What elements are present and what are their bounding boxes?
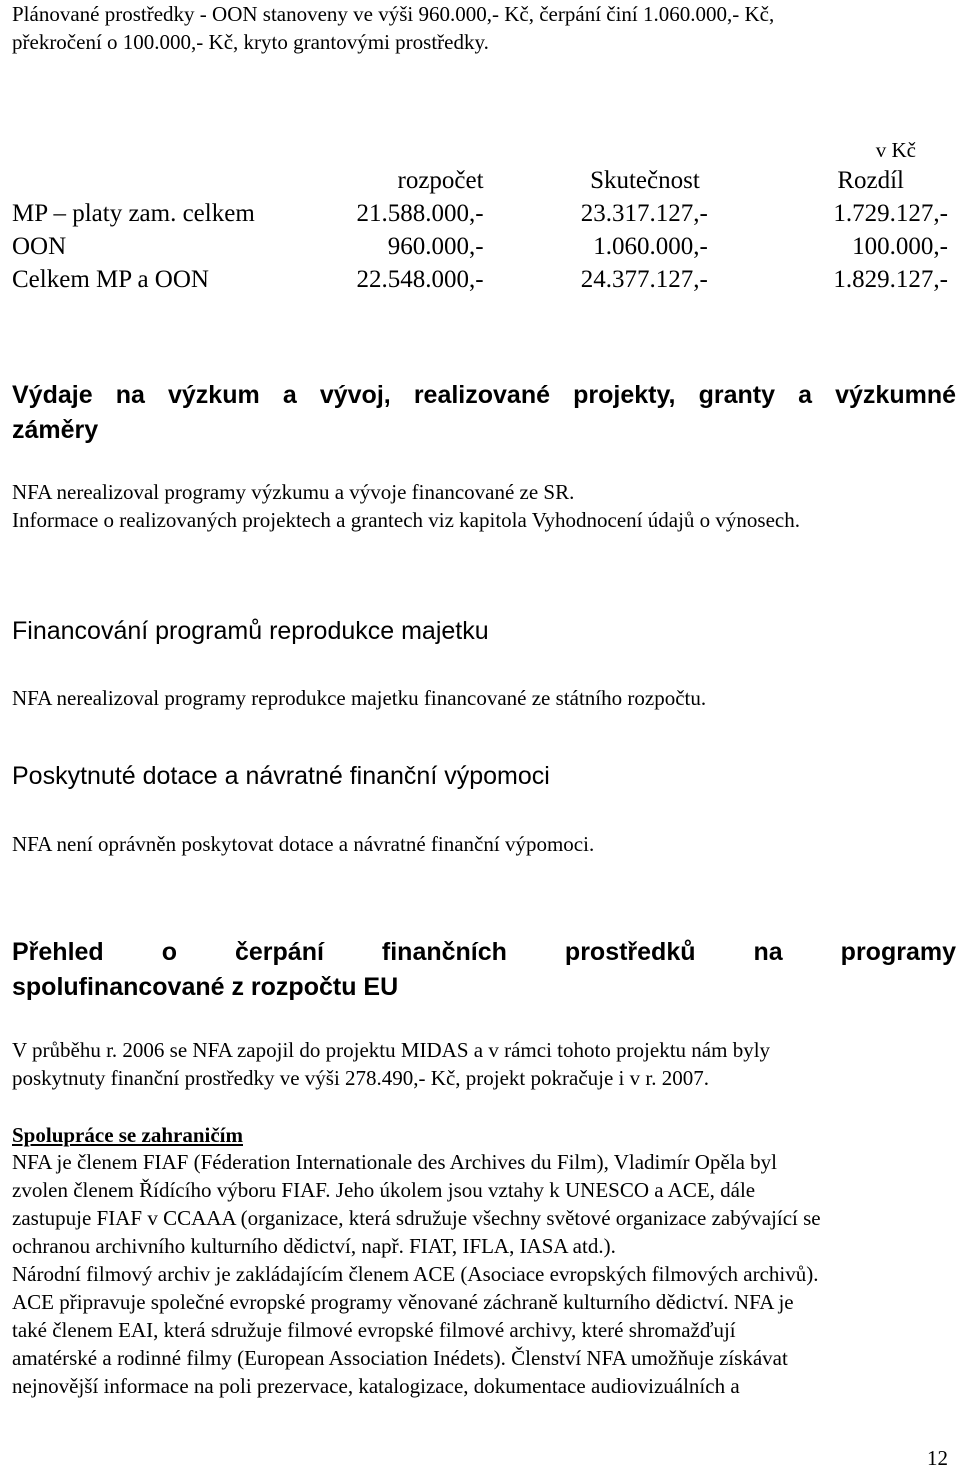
research-paragraph: [12, 478, 948, 534]
table-cell: 1.729.127,-: [833, 200, 948, 227]
table-cell: 23.317.127,-: [580, 200, 708, 227]
intro-paragraph: [12, 0, 948, 56]
reproduction-paragraph: NFA nerealizoval programy reprodukce majetku financované ze státního rozpočtu.: [12, 686, 707, 710]
table-header-row: [12, 164, 948, 197]
section-heading-subsidies: Poskytnuté dotace a návratné finanční výpomoci: [12, 762, 550, 790]
section-heading-reproduction: Financování programů reprodukce majetku: [12, 617, 489, 645]
eu-funding-paragraph: [12, 1036, 948, 1092]
intro-line-1: Plánované prostředky - OON stanoveny ve výši 960.000,- Kč, čerpání činí 1.060.000,- Kč,: [12, 2, 775, 26]
paragraph-line: ochranou archivního kulturního dědictví, např. FIAT, IFLA, IASA atd.).: [12, 1234, 616, 1258]
paragraph-line: nejnovější informace na poli prezervace, katalogizace, dokumentace audiovizuálních a: [12, 1374, 740, 1398]
table-cell: 24.377.127,-: [580, 266, 708, 293]
table-cell: 21.588.000,-: [356, 200, 484, 227]
table-row: [12, 263, 948, 296]
table-cell: 100.000,-: [852, 233, 948, 260]
heading-line: Přehled o čerpání finančních prostředků na programy: [12, 938, 956, 966]
table-header-cell: Skutečnost: [590, 167, 700, 194]
page-number: 12: [927, 1446, 948, 1470]
subsidies-paragraph: NFA není oprávněn poskytovat dotace a návratné finanční výpomoci.: [12, 832, 595, 856]
paragraph-line: Informace o realizovaných projektech a grantech viz kapitola Vyhodnocení údajů o výnosech.: [12, 508, 800, 532]
paragraph-line: ACE připravuje společné evropské programy věnované záchraně kulturního dědictví. NFA je: [12, 1290, 794, 1314]
table-row: [12, 230, 948, 263]
intro-line-2: překročení o 100.000,- Kč, kryto grantovými prostředky.: [12, 30, 489, 54]
table-row: [12, 197, 948, 230]
table-cell: OON: [12, 233, 67, 260]
paragraph-line: Národní filmový archiv je zakládajícím členem ACE (Asociace evropských filmových archivů).: [12, 1262, 819, 1286]
heading-line: Výdaje na výzkum a vývoj, realizované projekty, granty a výzkumné: [12, 381, 956, 409]
table-header-cell: rozpočet: [397, 167, 484, 194]
paragraph-line: také členem EAI, která sdružuje filmové evropské filmové archivy, které shromažďují: [12, 1318, 736, 1342]
paragraph-line: zvolen členem Řídícího výboru FIAF. Jeho úkolem jsou vztahy k UNESCO a ACE, dále: [12, 1178, 756, 1202]
section-heading-research: [12, 378, 956, 448]
paragraph-line: poskytnuty finanční prostředky ve výši 278.490,- Kč, projekt pokračuje i v r. 2007.: [12, 1066, 709, 1090]
table-cell: 22.548.000,-: [356, 266, 484, 293]
heading-line: záměry: [12, 416, 99, 444]
paragraph-line: NFA nerealizoval programy výzkumu a vývoje financované ze SR.: [12, 480, 575, 504]
table-header-cell: Rozdíl: [837, 167, 904, 194]
paragraph-line: amatérské a rodinné filmy (European Association Inédets). Členství NFA umožňuje získávat: [12, 1346, 788, 1370]
section-heading-foreign-cooperation: Spolupráce se zahraničím: [12, 1123, 243, 1147]
foreign-cooperation-paragraph: [12, 1148, 948, 1400]
table-header-cell: [12, 164, 303, 197]
paragraph-line: NFA je členem FIAF (Féderation Internationale des Archives du Film), Vladimír Opěla byl: [12, 1150, 777, 1174]
table-unit-label: v Kč: [875, 138, 916, 162]
table-cell: MP – platy zam. celkem: [12, 200, 255, 227]
table-cell: 960.000,-: [387, 233, 484, 260]
section-heading-eu-funding: [12, 935, 956, 1005]
table-cell: Celkem MP a OON: [12, 266, 209, 293]
table-cell: 1.060.000,-: [593, 233, 708, 260]
heading-line: spolufinancované z rozpočtu EU: [12, 973, 399, 1001]
budget-table: [12, 164, 948, 296]
paragraph-line: zastupuje FIAF v CCAAA (organizace, která sdružuje všechny světové organizace zabývající se: [12, 1206, 821, 1230]
paragraph-line: V průběhu r. 2006 se NFA zapojil do projektu MIDAS a v rámci tohoto projektu nám byly: [12, 1038, 771, 1062]
table-cell: 1.829.127,-: [833, 266, 948, 293]
